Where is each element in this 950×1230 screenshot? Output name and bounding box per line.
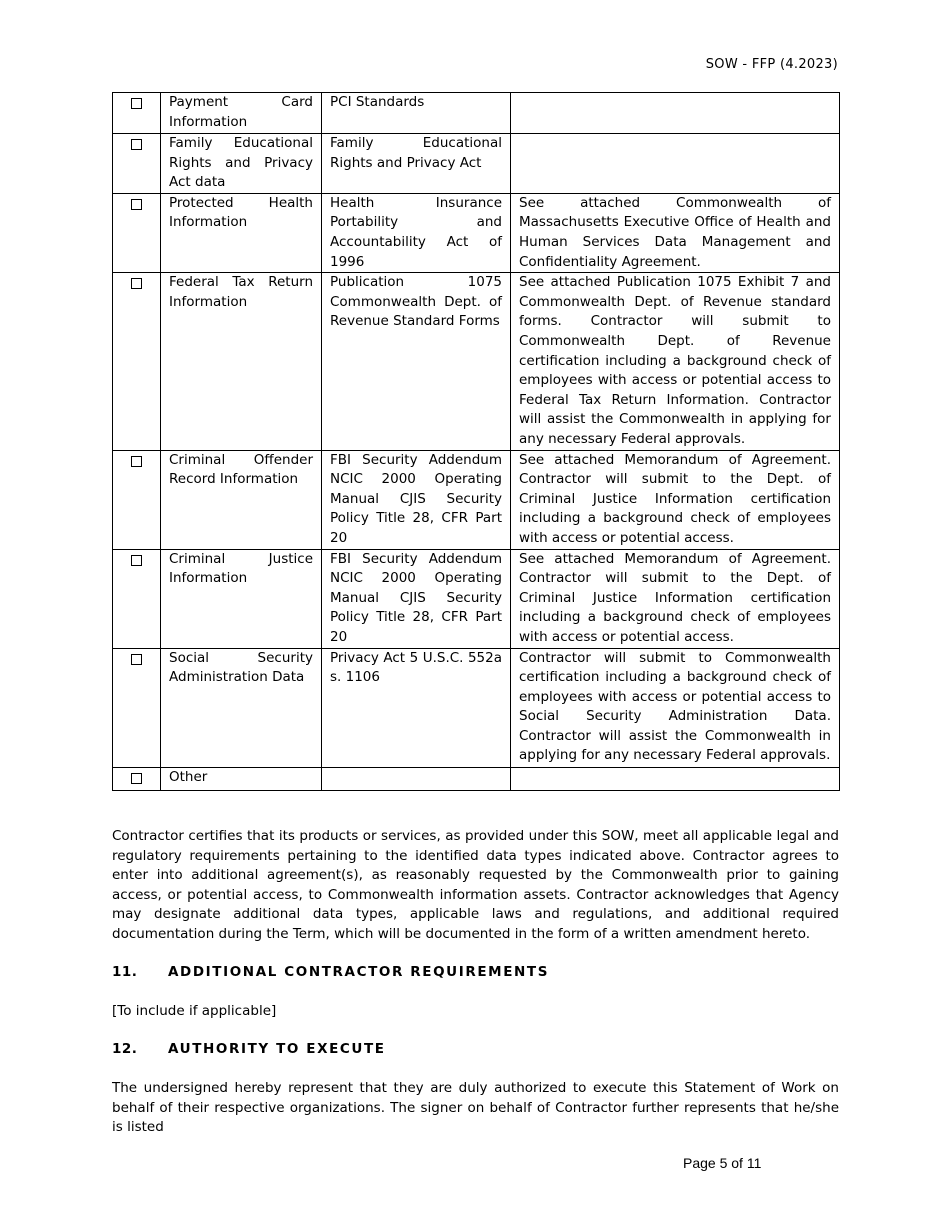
data-type-cell: Federal Tax Return Information [161, 273, 322, 450]
documentation-cell: Contractor will submit to Commonwealth certification including a background check of employees with access or potential access to Social Security Administration Data. Contractor will assist the Commonwealth in applying for any necessary Federal approvals. [511, 648, 840, 767]
regulation-cell: Privacy Act 5 U.S.C. 552a s. 1106 [322, 648, 511, 767]
data-type-cell: Family Educational Rights and Privacy Act data [161, 134, 322, 194]
checkbox-icon[interactable] [131, 456, 142, 467]
regulation-cell [322, 767, 511, 791]
documentation-cell: See attached Memorandum of Agreement. Contractor will submit to the Dept. of Criminal Justice Information certification including a background check of employees with access or potential access. [511, 549, 840, 648]
checkbox-icon[interactable] [131, 654, 142, 665]
data-type-cell: Protected Health Information [161, 193, 322, 272]
table-row [113, 93, 840, 134]
regulation-cell: FBI Security Addendum NCIC 2000 Operating Manual CJIS Security Policy Title 28, CFR Part 20 [322, 549, 511, 648]
section-body-11: [To include if applicable] [112, 1003, 277, 1019]
checkbox-icon[interactable] [131, 98, 142, 109]
table-row [113, 767, 840, 791]
section-title: ADDITIONAL CONTRACTOR REQUIREMENTS [168, 964, 550, 980]
regulation-cell: Family Educational Rights and Privacy Act [322, 134, 511, 194]
table-row [113, 273, 840, 450]
checkbox-icon[interactable] [131, 278, 142, 289]
checkbox-icon[interactable] [131, 555, 142, 566]
documentation-cell: See attached Commonwealth of Massachusetts Executive Office of Health and Human Services Data Management and Confidentiality Agreement. [511, 193, 840, 272]
documentation-cell [511, 134, 840, 194]
data-type-cell: Criminal Offender Record Information [161, 450, 322, 549]
section-number: 12. [112, 1041, 138, 1057]
page-number: Page 5 of 11 [683, 1155, 762, 1171]
regulation-cell: PCI Standards [322, 93, 511, 134]
regulation-cell: Publication 1075 Commonwealth Dept. of Revenue Standard Forms [322, 273, 511, 450]
documentation-cell: See attached Memorandum of Agreement. Contractor will submit to the Dept. of Criminal Justice Information certification including a background check of employees with access or potential access. [511, 450, 840, 549]
checkbox-icon[interactable] [131, 139, 142, 150]
documentation-cell [511, 767, 840, 791]
table-row [113, 648, 840, 767]
checkbox-icon[interactable] [131, 773, 142, 784]
table-row [113, 193, 840, 272]
table-row [113, 450, 840, 549]
checkbox-icon[interactable] [131, 199, 142, 210]
data-type-cell: Payment Card Information [161, 93, 322, 134]
documentation-cell [511, 93, 840, 134]
documentation-cell: See attached Publication 1075 Exhibit 7 and Commonwealth Dept. of Revenue standard forms. Contractor will submit to Commonwealth Dept. of Revenue certification including a background check of employees with access or potential access to Federal Tax Return Information. Contractor will assist the Commonwealth in applying for any necessary Federal approvals. [511, 273, 840, 450]
section-number: 11. [112, 964, 138, 980]
table-row [113, 134, 840, 194]
regulation-cell: FBI Security Addendum NCIC 2000 Operating Manual CJIS Security Policy Title 28, CFR Part 20 [322, 450, 511, 549]
section-body-12: The undersigned hereby represent that they are duly authorized to execute this Statement of Work on behalf of their respective organizations. The signer on behalf of Contractor further represents that he/she is listed [112, 1080, 839, 1136]
regulation-cell: Health Insurance Portability and Accountability Act of 1996 [322, 193, 511, 272]
table-row [113, 549, 840, 648]
page-header: SOW - FFP (4.2023) [705, 57, 838, 72]
section-heading-11 [112, 964, 549, 980]
data-type-cell: Other [161, 767, 322, 791]
data-type-cell: Criminal Justice Information [161, 549, 322, 648]
section-heading-12 [112, 1041, 386, 1057]
data-type-cell: Social Security Administration Data [161, 648, 322, 767]
certification-paragraph: Contractor certifies that its products or services, as provided under this SOW, meet all applicable legal and regulatory requirements pertaining to the identified data types indicated above. Contractor agrees to enter into additional agreement(s), as reasonably requested by the Commonwealth prior to gaining access, or potential access, to Commonwealth information assets. Contractor acknowledges that Agency may designate additional data types, applicable laws and regulations, and additional required documentation during the Term, which will be documented in the form of a written amendment hereto. [112, 828, 839, 942]
section-title: AUTHORITY TO EXECUTE [168, 1041, 386, 1057]
data-types-table [112, 92, 840, 791]
